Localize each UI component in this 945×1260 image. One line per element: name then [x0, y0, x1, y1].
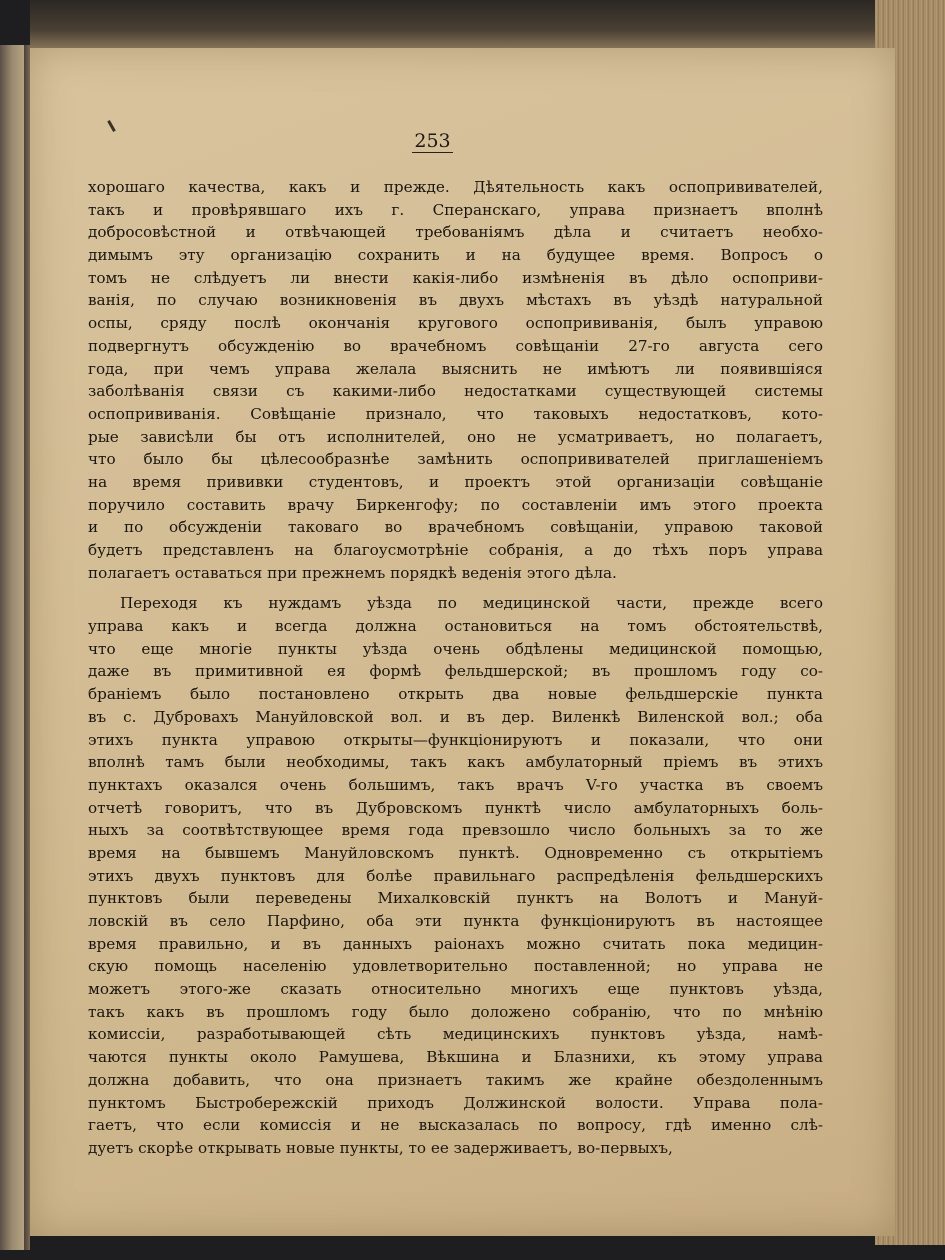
paragraph [88, 176, 823, 584]
text-line: отчетѣ говоритъ, что въ Дубровскомъ пунктѣ число амбулаторныхъ боль- [88, 798, 823, 817]
text-line: пунктомъ Быстробережскій приходъ Должинской волости. Управа пола- [88, 1093, 823, 1112]
text-line: комиссіи, разработывающей сѣть медицинскихъ пунктовъ уѣзда, намѣ- [88, 1025, 823, 1044]
text-line: ловскій въ село Парфино, оба эти пункта функціонируютъ въ настоящее [88, 912, 823, 930]
text-line: такъ какъ въ прошломъ году было доложено собранію, что по мнѣнію [88, 1002, 823, 1021]
text-line: браніемъ было постановлено открыть два новые фельдшерскіе пункта [88, 685, 823, 704]
text-line: чаются пункты около Рамушева, Вѣкшина и Блазнихи, къ этому управа [88, 1048, 823, 1067]
text-line: добросовѣстной и отвѣчающей требованіямъ дѣла и считаетъ необхо- [88, 223, 823, 242]
page-number [30, 130, 835, 152]
top-shadow [30, 0, 910, 50]
text-line: даже въ примитивной ея формѣ фельдшерской; въ прошломъ году со- [88, 662, 823, 681]
text-line: этихъ пункта управою открыты—функціонируютъ и показали, что они [88, 730, 823, 749]
paragraph [88, 592, 823, 1159]
book-page [30, 48, 895, 1236]
text-line: управа какъ и всегда должна остановиться на томъ обстоятельствѣ, [88, 617, 823, 636]
text-line: хорошаго качества, какъ и прежде. Дѣятельность какъ оспопрививателей, [88, 178, 823, 196]
text-line: оспопрививанія. Совѣщаніе признало, что таковыхъ недостатковъ, кото- [88, 404, 823, 423]
text-line: время на бывшемъ Мануйловскомъ пунктѣ. Одновременно съ открытіемъ [88, 843, 823, 862]
text-line: будетъ представленъ на благоусмотрѣніе собранія, а до тѣхъ поръ управа [88, 541, 823, 559]
text-line: что было бы цѣлесообразнѣе замѣнить оспопрививателей приглашеніемъ [88, 450, 823, 469]
text-line: рые зависѣли бы отъ исполнителей, оно не усматриваетъ, но полагаетъ, [88, 427, 823, 446]
text-line: оспы, сряду послѣ окончанія кругового оспопрививанія, былъ управою [88, 314, 823, 333]
text-line: такъ и провѣрявшаго ихъ г. Сперанскаго, управа признаетъ вполнѣ [88, 200, 823, 219]
paragraph-gap [88, 584, 823, 592]
text-line: вполнѣ тамъ были необходимы, такъ какъ амбулаторный пріемъ въ этихъ [88, 753, 823, 772]
text-line: Переходя къ нуждамъ уѣзда по медицинской части, прежде всего [120, 594, 823, 613]
text-line: ванія, по случаю возникновенія въ двухъ мѣстахъ въ уѣздѣ натуральной [88, 291, 823, 310]
text-line: гаетъ, что если комиссія и не высказалась по вопросу, гдѣ именно слѣ- [88, 1116, 823, 1135]
text-line: что еще многіе пункты уѣзда очень обдѣлены медицинской помощью, [88, 639, 823, 658]
text-line: и по обсужденіи таковаго во врачебномъ совѣщаніи, управою таковой [88, 518, 823, 537]
text-line: пунктахъ оказался очень большимъ, такъ врачъ V-го участка въ своемъ [88, 775, 823, 794]
text-line: на время прививки студентовъ, и проектъ этой организаціи совѣщаніе [88, 472, 823, 491]
text-line: ныхъ за соотвѣтствующее время года превзошло число больныхъ за то же [88, 821, 823, 840]
text-line: подвергнутъ обсужденію во врачебномъ совѣщаніи 27-го августа сего [88, 336, 823, 355]
page-number-text: 253 [414, 130, 451, 152]
text-line: дуетъ скорѣе открывать новые пункты, то ее задерживаетъ, во-первыхъ, [88, 1138, 673, 1157]
text-line: димымъ эту организацію сохранить и на будущее время. Вопросъ о [88, 246, 823, 265]
text-line: должна добавить, что она признаетъ такимъ же крайне обездоленнымъ [88, 1070, 823, 1089]
text-line: полагаетъ оставаться при прежнемъ порядкѣ веденія этого дѣла. [88, 563, 617, 582]
text-line: въ с. Дубровахъ Мануйловской вол. и въ дер. Виленкѣ Виленской вол.; оба [88, 707, 823, 726]
text-line: время правильно, и въ данныхъ раіонахъ можно считать пока медицин- [88, 934, 823, 953]
text-line: пунктовъ были переведены Михалковскій пунктъ на Волотъ и Мануй- [88, 889, 823, 908]
page-body-text [88, 176, 823, 1160]
text-line: этихъ двухъ пунктовъ для болѣе правильнаго распредѣленія фельдшерскихъ [88, 866, 823, 885]
text-line: поручило составить врачу Биркенгофу; по составленіи имъ этого проекта [88, 495, 823, 514]
text-line: скую помощь населенію удовлетворительно поставленной; но управа не [88, 957, 823, 976]
text-line: томъ не слѣдуетъ ли внести какія-либо измѣненія въ дѣло оспоприви- [88, 268, 823, 287]
text-line: года, при чемъ управа желала выяснить не имѣютъ ли появившіяся [88, 359, 823, 378]
text-line: можетъ этого-же сказать относительно многихъ еще пунктовъ уѣзда, [88, 980, 823, 999]
text-line: заболѣванія связи съ какими-либо недостатками существующей системы [88, 382, 823, 401]
